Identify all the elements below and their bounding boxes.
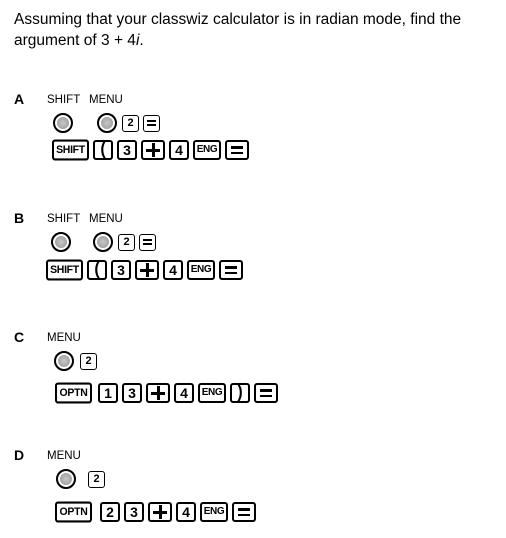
menu-button-icon bbox=[93, 232, 113, 252]
key-eng: ENG bbox=[193, 140, 221, 160]
menu-button-icon bbox=[54, 351, 74, 371]
key-optn: OPTN bbox=[55, 383, 92, 404]
key-equals bbox=[232, 502, 256, 522]
key-equals bbox=[139, 234, 156, 251]
key-equals bbox=[219, 260, 243, 280]
option-letter: A bbox=[14, 91, 25, 107]
key-optn: OPTN bbox=[55, 502, 92, 523]
menu-label: MENU bbox=[89, 94, 123, 106]
option-d[interactable] bbox=[0, 447, 506, 527]
shift-label: SHIFT bbox=[47, 94, 81, 106]
option-letter: D bbox=[14, 447, 25, 463]
option-b[interactable] bbox=[0, 210, 506, 290]
key-open-paren: ( bbox=[87, 260, 107, 280]
key-4: 4 bbox=[169, 140, 189, 160]
key-1: 1 bbox=[98, 383, 118, 403]
menu-label: MENU bbox=[89, 213, 123, 225]
key-3: 3 bbox=[124, 502, 144, 522]
key-shift: SHIFT bbox=[52, 140, 89, 161]
plus-icon bbox=[153, 505, 167, 519]
option-c[interactable] bbox=[0, 329, 506, 409]
key-plus bbox=[141, 140, 165, 160]
key-plus bbox=[146, 383, 170, 403]
key-4: 4 bbox=[163, 260, 183, 280]
key-2: 2 bbox=[88, 471, 105, 488]
key-equals bbox=[143, 115, 160, 132]
question-line-1: Assuming that your classwiz calculator is in radian mode, find the bbox=[14, 11, 462, 28]
key-shift: SHIFT bbox=[46, 260, 83, 281]
key-4: 4 bbox=[174, 383, 194, 403]
option-letter: B bbox=[14, 210, 25, 226]
shift-button-icon bbox=[53, 113, 73, 133]
shift-button-icon bbox=[51, 232, 71, 252]
menu-label: MENU bbox=[47, 332, 81, 344]
option-a[interactable] bbox=[0, 91, 506, 171]
key-3: 3 bbox=[122, 383, 142, 403]
key-open-paren: ( bbox=[93, 140, 113, 160]
option-letter: C bbox=[14, 329, 25, 345]
key-4: 4 bbox=[176, 502, 196, 522]
question-text bbox=[14, 9, 494, 51]
key-3: 3 bbox=[117, 140, 137, 160]
key-eng: ENG bbox=[187, 260, 215, 280]
plus-icon bbox=[146, 143, 160, 157]
plus-icon bbox=[140, 263, 154, 277]
question-line-2: argument of 3 + 4i. bbox=[14, 32, 144, 49]
key-eng: ENG bbox=[198, 383, 226, 403]
menu-button-icon bbox=[56, 469, 76, 489]
plus-icon bbox=[151, 386, 165, 400]
shift-label: SHIFT bbox=[47, 213, 81, 225]
key-equals bbox=[254, 383, 278, 403]
key-3: 3 bbox=[111, 260, 131, 280]
key-2-large: 2 bbox=[100, 502, 120, 522]
key-2: 2 bbox=[118, 234, 135, 251]
key-2: 2 bbox=[80, 353, 97, 370]
key-eng: ENG bbox=[200, 502, 228, 522]
key-plus bbox=[135, 260, 159, 280]
key-close-paren: ) bbox=[230, 383, 250, 403]
key-equals bbox=[225, 140, 249, 160]
menu-label: MENU bbox=[47, 450, 81, 462]
key-plus bbox=[148, 502, 172, 522]
menu-button-icon bbox=[97, 113, 117, 133]
key-2: 2 bbox=[122, 115, 139, 132]
